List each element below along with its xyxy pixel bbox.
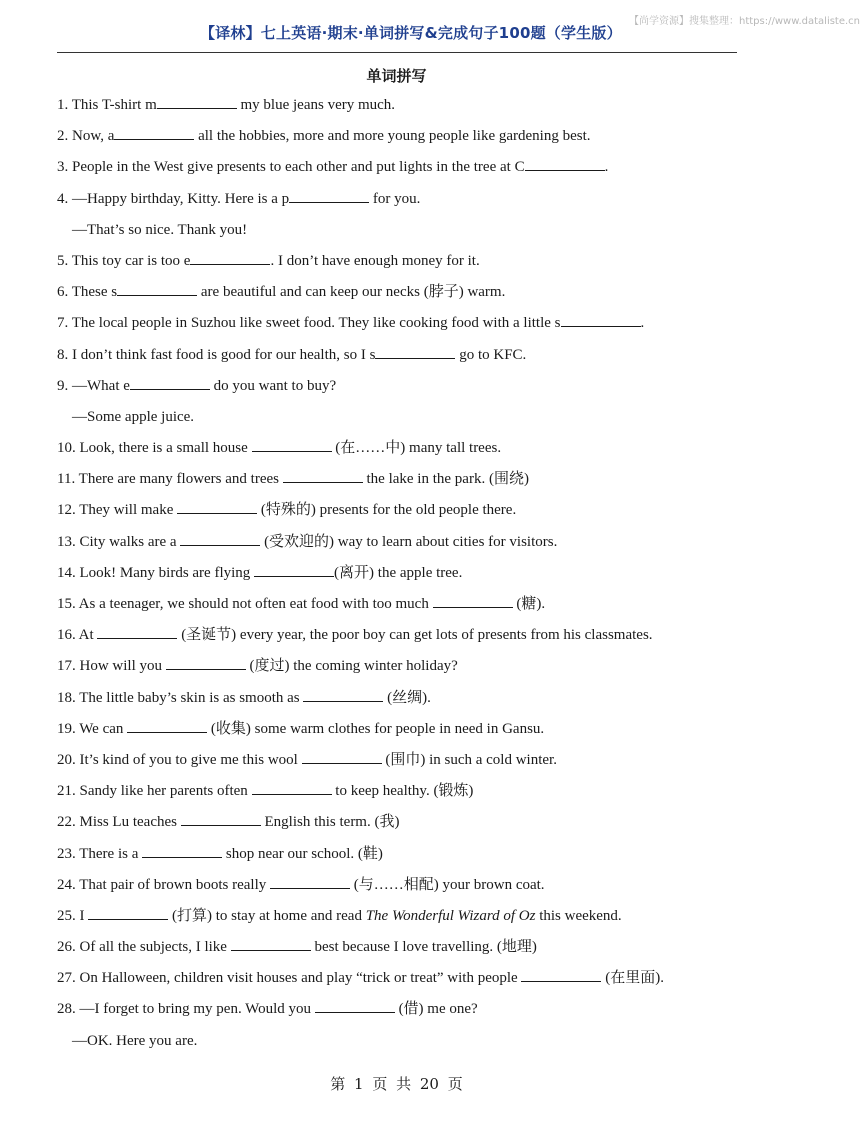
question-line <box>57 187 757 218</box>
question-text: (受欢迎的) way to learn about cities for visitors. <box>260 533 558 550</box>
page-number-footer: 第 1 页 共 20 页 <box>330 1075 463 1093</box>
question-text: 12. They will make <box>57 502 178 519</box>
question-line <box>57 904 757 935</box>
answer-blank <box>166 654 246 670</box>
question-text: English this term. (我) <box>260 814 400 831</box>
answer-blank <box>302 748 382 764</box>
question-text: 6. These s <box>57 284 118 301</box>
answer-blank <box>561 311 641 327</box>
answer-blank <box>130 374 210 390</box>
question-text: 1. This T-shirt m <box>57 97 157 113</box>
question-line <box>57 810 757 841</box>
answer-blank <box>181 810 261 826</box>
question-line <box>57 530 757 561</box>
answer-line <box>57 218 757 249</box>
question-text: 8. I don’t think fast food is good for our health, so I s <box>57 346 376 363</box>
question-line <box>57 779 757 810</box>
answer-blank <box>303 686 383 702</box>
question-line <box>57 997 757 1028</box>
answer-blank <box>97 623 177 639</box>
question-line <box>57 343 757 374</box>
question-text: 19. We can <box>57 720 128 737</box>
question-text: (在……中) many tall trees. <box>331 440 502 457</box>
question-text: 7. The local people in Suzhou like sweet food. They like cooking food with a little s <box>57 315 561 332</box>
question-text: —OK. Here you are. <box>72 1032 198 1049</box>
question-text: 5. This toy car is too e <box>57 252 191 269</box>
question-line <box>57 873 757 904</box>
question-text: (度过) the coming winter holiday? <box>245 658 458 675</box>
question-text: —Some apple juice. <box>72 408 195 425</box>
question-line <box>57 592 757 623</box>
answer-blank <box>177 498 257 514</box>
watermark-text: 【尚学资源】搜集整理：https://www.dataliste.cn <box>629 16 860 27</box>
question-text: 28. —I forget to bring my pen. Would you <box>57 1001 315 1018</box>
header-divider <box>57 52 737 53</box>
question-text: 13. City walks are a <box>57 533 181 550</box>
question-text: 23. There is a <box>57 845 143 862</box>
question-line <box>57 654 757 685</box>
question-text: (打算) to stay at home and read <box>168 907 366 924</box>
question-text: (收集) some warm clothes for people in need in Gansu. <box>207 720 545 737</box>
question-text: 14. Look! Many birds are flying <box>57 564 255 581</box>
question-text: best because I love travelling. (地理) <box>310 939 537 956</box>
question-line <box>57 966 757 997</box>
answer-line <box>57 1029 757 1060</box>
answer-line <box>57 405 757 436</box>
answer-blank <box>252 779 332 795</box>
question-text: 17. How will you <box>57 658 166 675</box>
question-text: are beautiful and can keep our necks (脖子) warm. <box>197 284 506 301</box>
question-line <box>57 155 757 186</box>
question-line <box>57 311 757 342</box>
question-line <box>57 935 757 966</box>
answer-blank <box>114 124 194 140</box>
question-text: the lake in the park. (围绕) <box>362 471 529 488</box>
question-text: 27. On Halloween, children visit houses and play “trick or treat” with people <box>57 970 522 987</box>
question-text: 4. —Happy birthday, Kitty. Here is a p <box>57 190 290 207</box>
question-text: 18. The little baby’s skin is as smooth as <box>57 689 304 706</box>
answer-blank <box>190 249 270 265</box>
question-text: 3. People in the West give presents to each other and put lights in the tree at C <box>57 159 525 176</box>
answer-blank <box>127 717 207 733</box>
answer-blank <box>252 436 332 452</box>
question-text: . I don’t have enough money for it. <box>270 252 480 269</box>
section-title: 单词拼写 <box>366 67 427 85</box>
question-text: 2. Now, a <box>57 128 115 145</box>
question-text: 10. Look, there is a small house <box>57 440 252 457</box>
question-text: to keep healthy. (锻炼) <box>331 783 474 800</box>
question-list <box>57 93 757 1060</box>
question-line <box>57 748 757 779</box>
answer-blank <box>180 530 260 546</box>
question-text: (离开) the apple tree. <box>334 564 463 581</box>
question-text: 21. Sandy like her parents often <box>57 783 252 800</box>
answer-blank <box>117 280 197 296</box>
question-text: 16. At <box>57 627 98 644</box>
question-text: (丝绸). <box>383 689 431 706</box>
question-text: 11. There are many flowers and trees <box>57 471 283 488</box>
question-line <box>57 623 757 654</box>
book-title-italic: The Wonderful Wizard of Oz <box>365 907 536 924</box>
answer-blank <box>521 966 601 982</box>
question-text: go to KFC. <box>455 346 527 363</box>
question-text: (围巾) in such a cold winter. <box>381 751 557 768</box>
answer-blank <box>157 93 237 109</box>
question-text: (糖). <box>512 596 546 612</box>
answer-blank <box>289 187 369 203</box>
answer-blank <box>375 343 455 359</box>
question-text: all the hobbies, more and more young people like gardening best. <box>194 128 591 145</box>
question-line <box>57 842 757 873</box>
question-text: (借) me one? <box>394 1001 478 1018</box>
question-text: —That’s so nice. Thank you! <box>72 221 248 238</box>
question-line <box>57 467 757 498</box>
question-text: for you. <box>369 190 421 207</box>
question-line <box>57 436 757 467</box>
answer-blank <box>142 842 222 858</box>
answer-blank <box>433 592 513 608</box>
question-text: 22. Miss Lu teaches <box>57 814 181 831</box>
question-text: (在里面). <box>601 970 664 987</box>
question-text: (圣诞节) every year, the poor boy can get lots of presents from his classmates. <box>177 627 653 644</box>
question-text: this weekend. <box>535 907 622 924</box>
question-text: 25. I <box>57 907 89 924</box>
answer-blank <box>270 873 350 889</box>
question-text: (与……相配) your brown coat. <box>350 876 545 893</box>
answer-blank <box>88 904 168 920</box>
question-text: 20. It’s kind of you to give me this wool <box>57 751 302 768</box>
question-text: 26. Of all the subjects, I like <box>57 939 231 956</box>
question-text: do you want to buy? <box>209 377 337 394</box>
question-text: 15. As a teenager, we should not often eat food with too much <box>57 596 433 612</box>
question-text: . <box>604 159 609 176</box>
question-text: (特殊的) presents for the old people there. <box>257 502 517 519</box>
question-line <box>57 498 757 529</box>
question-text: 9. —What e <box>57 377 130 394</box>
question-line <box>57 686 757 717</box>
question-line <box>57 280 757 311</box>
question-text: 24. That pair of brown boots really <box>57 876 271 893</box>
question-text: shop near our school. (鞋) <box>222 845 383 862</box>
question-line <box>57 124 757 155</box>
question-line <box>57 374 757 405</box>
document-header-title: 【译林】七上英语·期末·单词拼写&完成句子100题（学生版） <box>200 24 622 42</box>
question-line <box>57 561 757 592</box>
answer-blank <box>283 467 363 483</box>
answer-blank <box>315 997 395 1013</box>
question-line <box>57 249 757 280</box>
answer-blank <box>254 561 334 577</box>
answer-blank <box>231 935 311 951</box>
answer-blank <box>525 155 605 171</box>
question-line <box>57 93 757 124</box>
question-text: my blue jeans very much. <box>236 97 396 113</box>
question-line <box>57 717 757 748</box>
question-text: . <box>640 315 645 332</box>
